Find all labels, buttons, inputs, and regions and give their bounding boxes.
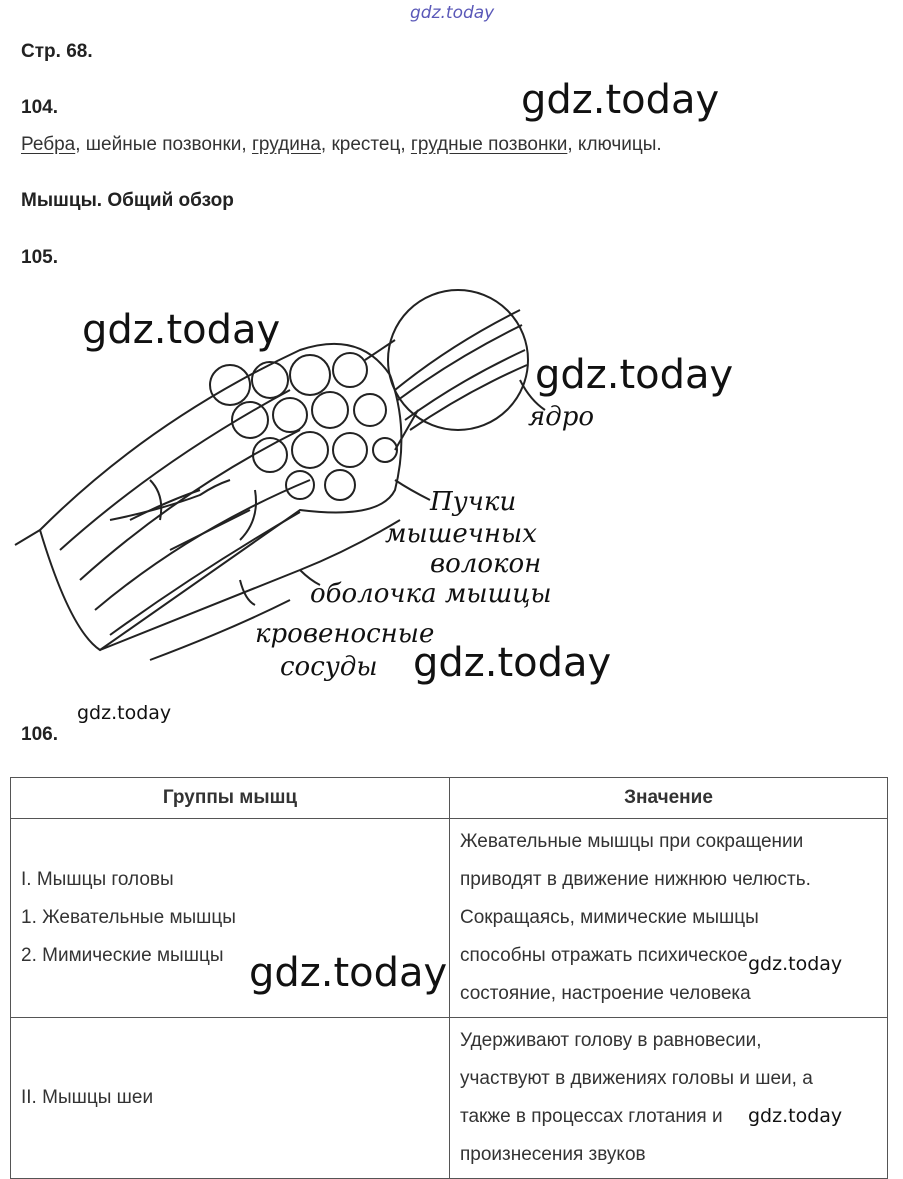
section-title: Мышцы. Общий обзор — [21, 190, 234, 211]
task-104-number: 104. — [21, 97, 58, 118]
column-header: Группы мышц — [11, 778, 450, 819]
label-nucleus: ядро — [528, 402, 594, 432]
meaning-line: произнесения звуков — [460, 1144, 646, 1165]
meaning-line: также в процессах глотания и — [460, 1106, 723, 1127]
meaning-line: приводят в движение нижнюю челюсть. — [460, 869, 811, 890]
column-header: Значение — [450, 778, 888, 819]
answer-item: , ключицы. — [567, 134, 662, 155]
table-row — [11, 819, 888, 1018]
label-vessels: сосуды — [280, 652, 378, 682]
watermark: gdz.today — [521, 77, 720, 123]
meaning-line: способны отражать психическое — [460, 945, 748, 966]
task-105-number: 105. — [21, 247, 58, 268]
meaning-line: состояние, настроение человека — [460, 983, 751, 1004]
meaning-line: Удерживают голову в равновесии, — [460, 1030, 762, 1051]
task-104-answer — [21, 134, 662, 156]
label-sheath: оболочка мышцы — [310, 579, 552, 609]
watermark: gdz.today — [82, 307, 281, 353]
table-row — [11, 1018, 888, 1179]
label-bundles: Пучки — [430, 487, 517, 517]
meaning-cell — [450, 1018, 888, 1179]
group-cell — [11, 1018, 450, 1179]
watermark: gdz.today — [249, 950, 448, 996]
meaning-line: Сокращаясь, мимические мышцы — [460, 907, 759, 928]
page-label: Стр. 68. — [21, 41, 93, 62]
watermark: gdz.today — [413, 640, 612, 686]
task-106-number: 106. — [21, 724, 58, 745]
watermark: gdz.today — [77, 702, 172, 724]
label-vessels: кровеносные — [255, 619, 435, 649]
watermark: gdz.today — [748, 1105, 843, 1127]
group-line: II. Мышцы шеи — [21, 1087, 154, 1108]
answer-item: грудные позвонки — [410, 134, 568, 155]
answer-item: грудина — [251, 134, 321, 155]
watermark: gdz.today — [748, 953, 843, 975]
group-line: I. Мышцы головы — [21, 869, 174, 890]
meaning-cell — [450, 819, 888, 1018]
answer-item: , крестец, — [320, 134, 411, 155]
label-bundles: волокон — [430, 549, 542, 579]
label-bundles: мышечных — [385, 519, 537, 549]
watermark: gdz.today — [535, 352, 734, 398]
watermark-top: gdz.today — [410, 3, 495, 23]
answer-item: , шейные позвонки, — [75, 134, 252, 155]
meaning-line: Жевательные мышцы при сокращении — [460, 831, 804, 852]
group-line: 2. Мимические мышцы — [21, 945, 224, 966]
answer-item: Ребра — [21, 134, 76, 155]
group-line: 1. Жевательные мышцы — [21, 907, 236, 928]
table-header-row — [11, 778, 888, 819]
meaning-line: участвуют в движениях головы и шеи, а — [460, 1068, 813, 1089]
